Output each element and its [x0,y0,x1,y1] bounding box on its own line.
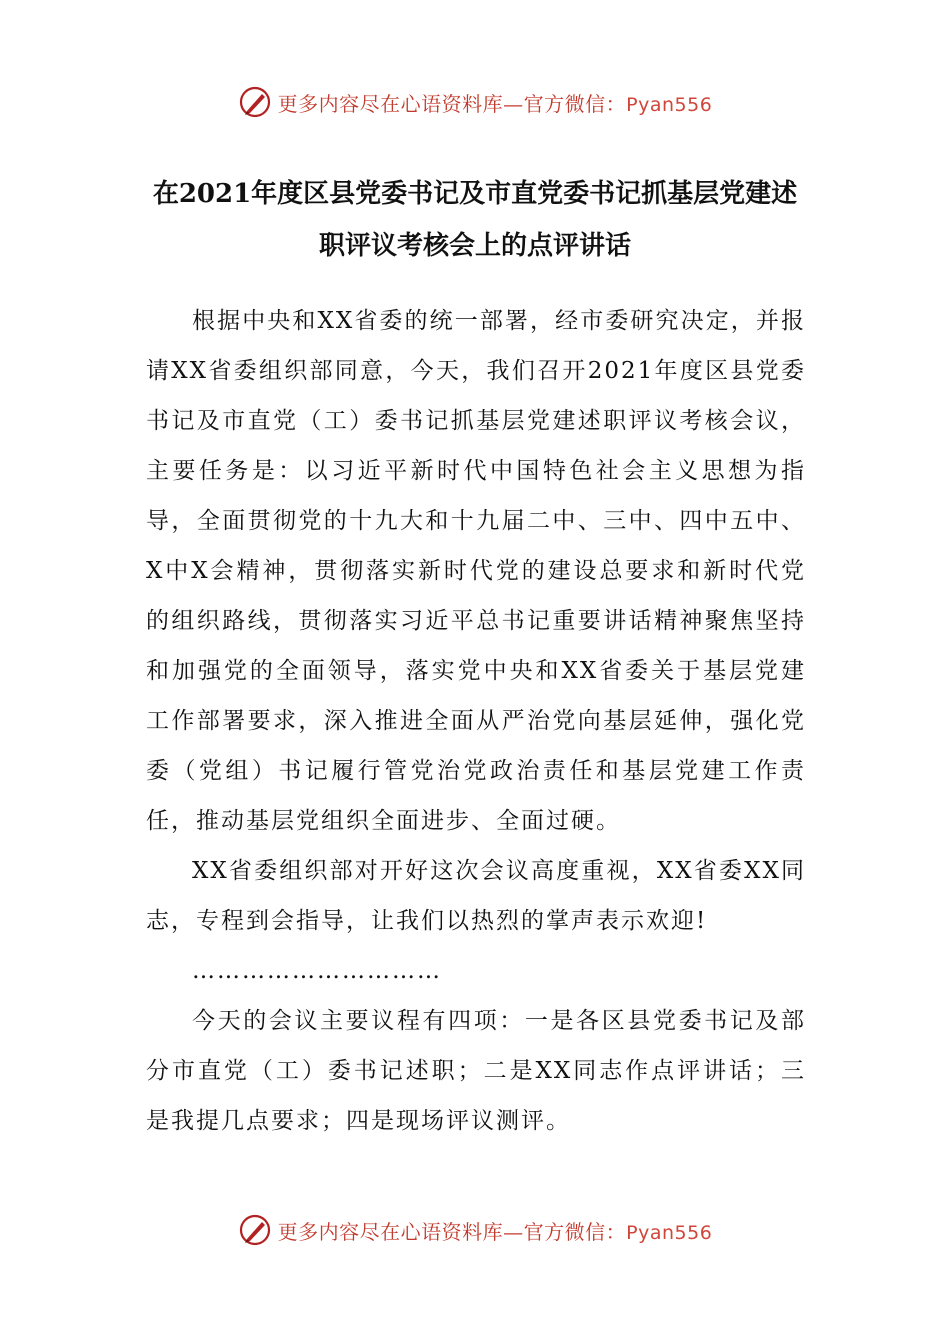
watermark-contact: Pyan556 [626,93,713,116]
footer-watermark [0,1210,950,1250]
watermark-text: 更多内容尽在心语资料库—官方微信：Pyan556 [277,1219,713,1244]
watermark-contact: Pyan556 [626,1221,713,1244]
pen-circle-icon [238,85,272,119]
document-body [146,296,806,1146]
watermark-text: 更多内容尽在心语资料库—官方微信：Pyan556 [277,91,713,116]
paragraph-intro: 根据中央和XX省委的统一部署，经市委研究决定，并报请XX省委组织部同意，今天，我们召开2021年度区县党委书记及市直党（工）委书记抓基层党建述职评议考核会议，主要任务是：以习近平新时代中国特色社会主义思想为指导，全面贯彻党的十九大和十九届二中、三中、四中五中、X中X会精神，贯彻落实新时代党的建设总要求和新时代党的组织路线，贯彻落实习近平总书记重要讲话精神聚焦坚持和加强党的全面领导，落实党中央和XX省委关于基层党建工作部署要求，深入推进全面从严治党向基层延伸，强化党委（党组）书记履行管党治党政治责任和基层党建工作责任，推动基层党组织全面进步、全面过硬。 [146,308,806,834]
document-title: 在2021年度区县党委书记及市直党委书记抓基层党建述职评议考核会上的点评讲话 [152,179,798,261]
paragraph-agenda: 今天的会议主要议程有四项：一是各区县党委书记及部分市直党（工）委书记述职；二是XX同志作点评讲话；三是我提几点要求；四是现场评议测评。 [146,1008,806,1134]
header-watermark [0,82,950,122]
pen-circle-icon [238,1213,272,1247]
paragraph-welcome: XX省委组织部对开好这次会议高度重视，XX省委XX同志，专程到会指导，让我们以热烈的掌声表示欢迎! [146,858,806,934]
paragraph-ellipsis: ………………………… [192,958,442,984]
